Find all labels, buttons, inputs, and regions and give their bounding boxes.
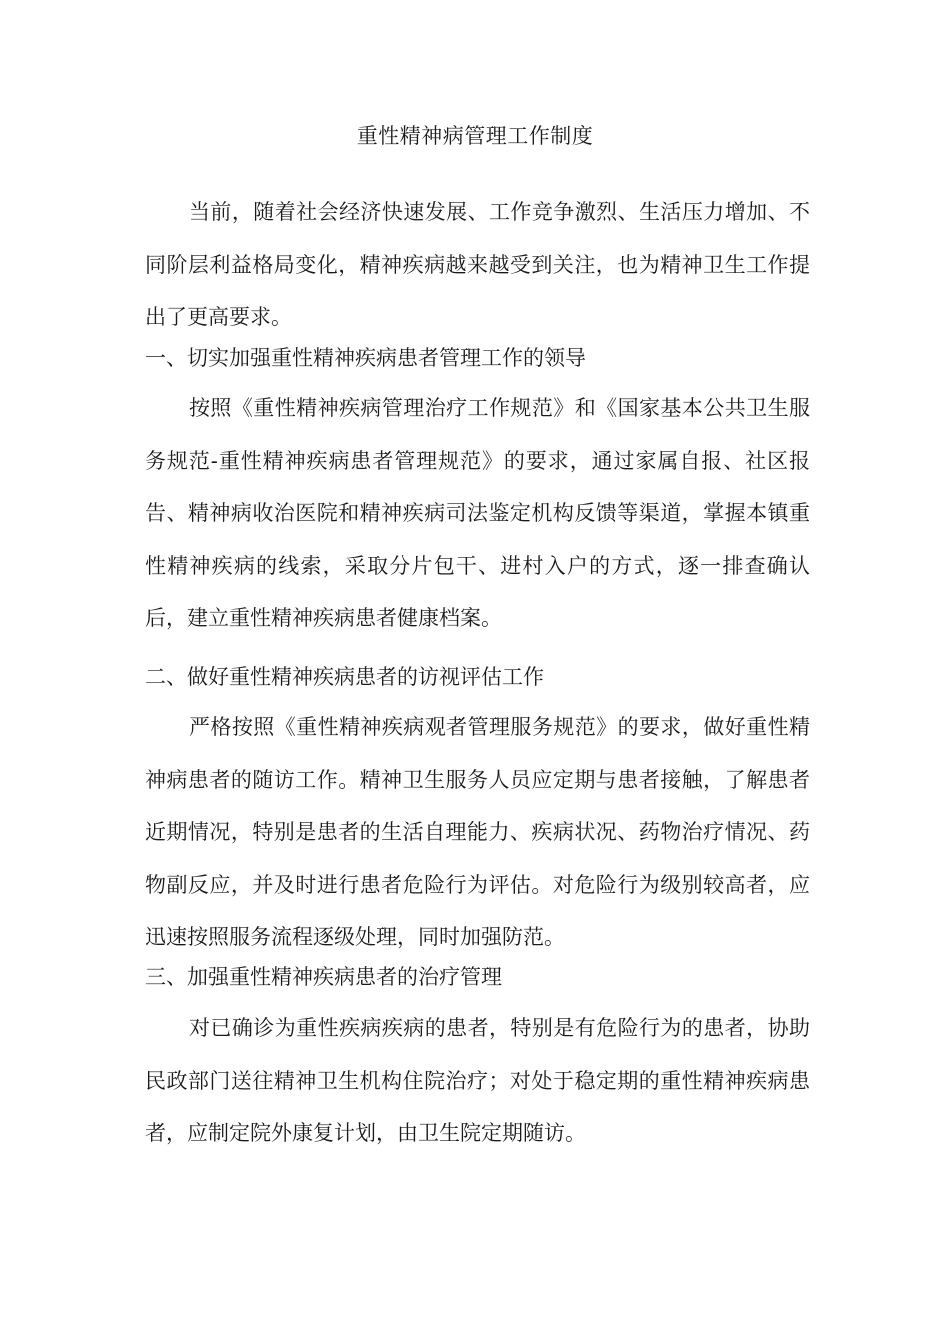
- section-3-heading: 三、加强重性精神疾病患者的治疗管理: [145, 965, 502, 989]
- section-2-heading: 二、做好重性精神疾病患者的访视评估工作: [145, 665, 544, 689]
- section-1-body: 按照《重性精神疾病管理治疗工作规范》和《国家基本公共卫生服务规范-重性精神疾病患者管理规范》的要求，通过家属自报、社区报告、精神病收治医院和精神疾病司法鉴定机构反馈等渠道，掌握本镇重性精神疾病的线索，采取分片包干、进村入户的方式，逐一排查确认后，建立重性精神疾病患者健康档案。: [145, 396, 810, 630]
- section-1-heading: 一、切实加强重性精神疾病患者管理工作的领导: [145, 346, 586, 370]
- section-3-body: 对已确诊为重性疾病疾病的患者，特别是有危险行为的患者，协助民政部门送往精神卫生机构住院治疗；对处于稳定期的重性精神疾病患者，应制定院外康复计划，由卫生院定期随访。: [145, 1016, 810, 1145]
- document-title: 重性精神病管理工作制度: [356, 124, 594, 148]
- intro-paragraph: 当前，随着社会经济快速发展、工作竞争激烈、生活压力增加、不同阶层利益格局变化，精神疾病越来越受到关注，也为精神卫生工作提出了更高要求。: [145, 200, 810, 329]
- section-2-body: 严格按照《重性精神疾病观者管理服务规范》的要求，做好重性精神病患者的随访工作。精神卫生服务人员应定期与患者接触，了解患者近期情况，特别是患者的生活自理能力、疾病状况、药物治疗情况、药物副反应，并及时进行患者危险行为评估。对危险行为级别较高者，应迅速按照服务流程逐级处理，同时加强防范。: [145, 715, 810, 949]
